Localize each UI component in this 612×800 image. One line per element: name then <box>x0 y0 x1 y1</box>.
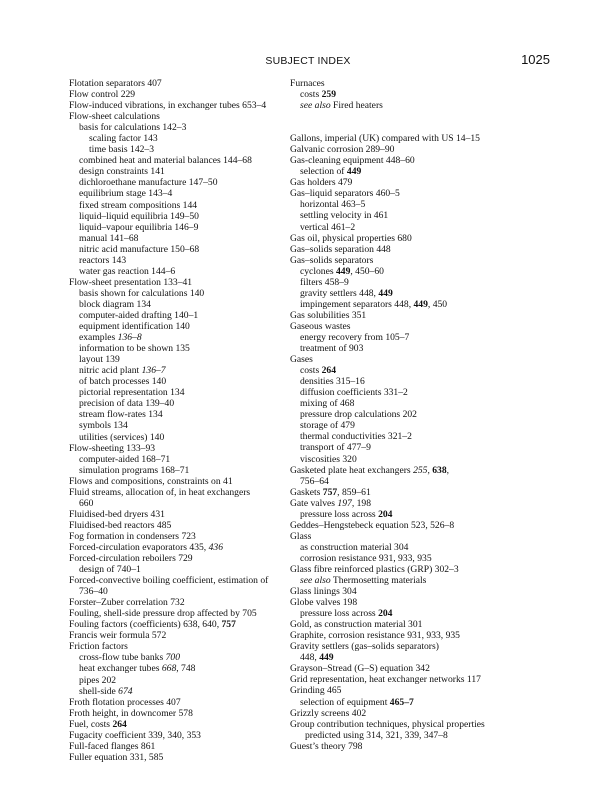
index-entry: Forced-convective boiling coefficient, estimation of <box>69 575 269 587</box>
index-subentry: stream flow-rates 134 <box>79 409 163 421</box>
index-subentry: precision of data 139–40 <box>79 398 175 410</box>
index-entry: Gasketed plate heat exchangers 255, 638, <box>290 464 450 476</box>
index-subentry: see also Thermosetting materials <box>300 575 427 587</box>
index-subentry: filters 458–9 <box>300 276 349 288</box>
index-entry: Galvanic corrosion 289–90 <box>290 144 395 156</box>
index-entry: Glass linings 304 <box>290 586 357 598</box>
index-subentry: nitric acid manufacture 150–68 <box>79 243 200 255</box>
index-subentry: pressure loss across 204 <box>300 508 393 520</box>
index-subentry: costs 259 <box>300 89 336 101</box>
index-entry: Gold, as construction material 301 <box>290 619 423 631</box>
index-entry: Gas–solids separation 448 <box>290 243 391 255</box>
index-entry: Fuel, costs 264 <box>69 718 127 730</box>
index-subentry: pressure loss across 204 <box>300 608 393 620</box>
index-entry: Fluid streams, allocation of, in heat exchangers <box>69 486 251 498</box>
index-subentry: impingement separators 448, 449, 450 <box>300 298 448 310</box>
index-subentry: water gas reaction 144–6 <box>79 265 176 277</box>
index-subentry: examples 136–8 <box>79 332 142 344</box>
index-subentry: basis shown for calculations 140 <box>79 287 205 299</box>
index-subentry: design constraints 141 <box>79 166 165 178</box>
index-entry: Globe valves 198 <box>290 597 358 609</box>
index-entry: Gas oil, physical properties 680 <box>290 232 412 244</box>
index-entry: Friction factors <box>69 641 128 653</box>
index-entry: Full-faced flanges 861 <box>69 740 156 752</box>
index-entry: Gas–liquid separators 460–5 <box>290 188 400 200</box>
running-title: SUBJECT INDEX <box>265 55 351 67</box>
index-subentry: heat exchanger tubes 668, 748 <box>79 663 196 675</box>
index-entry: Forced-circulation reboilers 729 <box>69 553 193 565</box>
index-subentry: selection of 449 <box>300 166 362 178</box>
index-gap <box>290 111 552 133</box>
index-subentry: cross-flow tube banks 700 <box>79 652 180 664</box>
index-subentry: time basis 142–3 <box>89 144 155 156</box>
index-subentry: 448, 449 <box>300 652 334 664</box>
index-entry: Grizzly screens 402 <box>290 707 367 719</box>
index-subentry: pressure drop calculations 202 <box>300 409 417 421</box>
index-entry: Froth height, in downcomer 578 <box>69 707 193 719</box>
page-number: 1025 <box>521 52 550 67</box>
index-entry: Flow-induced vibrations, in exchanger tubes 653–4 <box>69 100 267 112</box>
index-entry: Fluidised-bed reactors 485 <box>69 519 172 531</box>
index-subentry: as construction material 304 <box>300 541 409 553</box>
index-subentry: dichloroethane manufacture 147–50 <box>79 177 218 189</box>
index-subentry: nitric acid plant 136–7 <box>79 365 166 377</box>
index-entry: Gas-cleaning equipment 448–60 <box>290 155 415 167</box>
index-entry: Gas–solids separators <box>290 254 374 266</box>
index-entry: Fuller equation 331, 585 <box>69 751 164 763</box>
index-subentry: predicted using 314, 321, 339, 347–8 <box>305 729 448 741</box>
index-entry: Geddes–Hengstebeck equation 523, 526–8 <box>290 519 455 531</box>
index-subentry: horizontal 463–5 <box>300 199 366 211</box>
index-subentry: settling velocity in 461 <box>300 210 389 222</box>
index-entry: Grid representation, heat exchanger networks 117 <box>290 674 481 686</box>
index-entry: Forced-circulation evaporators 435, 436 <box>69 541 223 553</box>
index-subentry: pictorial representation 134 <box>79 387 185 399</box>
index-entry: Flow-sheet calculations <box>69 111 160 123</box>
index-subentry: pipes 202 <box>79 674 117 686</box>
index-subentry: basis for calculations 142–3 <box>79 122 187 134</box>
index-subentry: viscosities 320 <box>300 453 357 465</box>
index-entry: Gravity settlers (gas–solids separators) <box>290 641 439 653</box>
page-header <box>66 54 550 70</box>
index-subentry: layout 139 <box>79 354 120 366</box>
index-subentry: vertical 461–2 <box>300 221 356 233</box>
index-subentry: equipment identification 140 <box>79 321 190 333</box>
index-subentry: reactors 143 <box>79 254 127 266</box>
index-entry: Gate valves 197, 198 <box>290 497 371 509</box>
index-entry: Glass <box>290 530 312 542</box>
index-column-right <box>290 78 552 752</box>
index-subentry: of batch processes 140 <box>79 376 167 388</box>
index-subentry: 660 <box>79 497 94 509</box>
index-entry: Gas solubilities 351 <box>290 309 367 321</box>
index-subentry: thermal conductivities 321–2 <box>300 431 412 443</box>
index-subentry: corrosion resistance 931, 933, 935 <box>300 552 432 564</box>
index-entry: Glass fibre reinforced plastics (GRP) 302–3 <box>290 563 459 575</box>
index-subentry: gravity settlers 448, 449 <box>300 287 393 299</box>
index-subentry: see also Fired heaters <box>300 100 383 112</box>
index-column-left <box>69 78 299 763</box>
index-entry: Flow control 229 <box>69 89 136 101</box>
index-subentry: transport of 477–9 <box>300 442 371 454</box>
index-subentry: cyclones 449, 450–60 <box>300 265 384 277</box>
index-entry: Fouling, shell-side pressure drop affected by 705 <box>69 608 257 620</box>
index-subentry: 736–40 <box>79 586 108 598</box>
index-entry: Furnaces <box>290 78 325 89</box>
index-subentry: treatment of 903 <box>300 343 364 355</box>
index-subentry: symbols 134 <box>79 420 128 432</box>
index-entry: Gaskets 757, 859–61 <box>290 486 371 498</box>
index-subentry: block diagram 134 <box>79 298 151 310</box>
index-subentry: scaling factor 143 <box>89 133 158 145</box>
index-subentry: computer-aided drafting 140–1 <box>79 309 199 321</box>
index-subentry: equilibrium stage 143–4 <box>79 188 173 200</box>
index-entry: Graphite, corrosion resistance 931, 933, 935 <box>290 630 460 642</box>
index-subentry: design of 740–1 <box>79 564 141 576</box>
index-entry: Fouling factors (coefficients) 638, 640, 757 <box>69 619 236 631</box>
index-entry: Fugacity coefficient 339, 340, 353 <box>69 729 201 741</box>
index-subentry: simulation programs 168–71 <box>79 464 190 476</box>
index-subentry: fixed stream compositions 144 <box>79 199 198 211</box>
index-entry: Flow-sheeting 133–93 <box>69 442 156 454</box>
index-entry: Flow-sheet presentation 133–41 <box>69 276 193 288</box>
index-subentry: computer-aided 168–71 <box>79 453 171 465</box>
index-subentry: diffusion coefficients 331–2 <box>300 387 408 399</box>
index-subentry: costs 264 <box>300 365 336 377</box>
index-subentry: liquid–liquid equilibria 149–50 <box>79 210 199 222</box>
index-subentry: mixing of 468 <box>300 398 355 410</box>
index-entry: Fluidised-bed dryers 431 <box>69 508 165 520</box>
index-entry: Group contribution techniques, physical properties <box>290 718 485 730</box>
index-entry: Grinding 465 <box>290 685 342 697</box>
index-entry: Guest’s theory 798 <box>290 740 363 752</box>
index-entry: Francis weir formula 572 <box>69 630 167 642</box>
index-entry: Gas holders 479 <box>290 177 353 189</box>
index-entry: Gallons, imperial (UK) compared with US 14–15 <box>290 133 480 145</box>
index-subentry: energy recovery from 105–7 <box>300 331 410 343</box>
index-subentry: 756–64 <box>300 475 329 487</box>
index-entry: Flows and compositions, constraints on 41 <box>69 475 233 487</box>
index-entry: Grayson–Stread (G–S) equation 342 <box>290 663 430 675</box>
index-subentry: selection of equipment 465–7 <box>300 696 414 708</box>
index-subentry: information to be shown 135 <box>79 343 190 355</box>
index-subentry: manual 141–68 <box>79 232 139 244</box>
index-subentry: shell-side 674 <box>79 685 133 697</box>
index-subentry: utilities (services) 140 <box>79 431 165 443</box>
index-entry: Flotation separators 407 <box>69 78 162 89</box>
index-entry: Gaseous wastes <box>290 320 351 332</box>
index-subentry: storage of 479 <box>300 420 355 432</box>
index-subentry: combined heat and material balances 144–68 <box>79 155 252 167</box>
index-entry: Gases <box>290 354 313 366</box>
index-entry: Froth flotation processes 407 <box>69 696 181 708</box>
index-entry: Forster–Zuber correlation 732 <box>69 597 185 609</box>
index-entry: Fog formation in condensers 723 <box>69 530 196 542</box>
index-subentry: liquid–vapour equilibria 146–9 <box>79 221 199 233</box>
index-subentry: densities 315–16 <box>300 376 365 388</box>
